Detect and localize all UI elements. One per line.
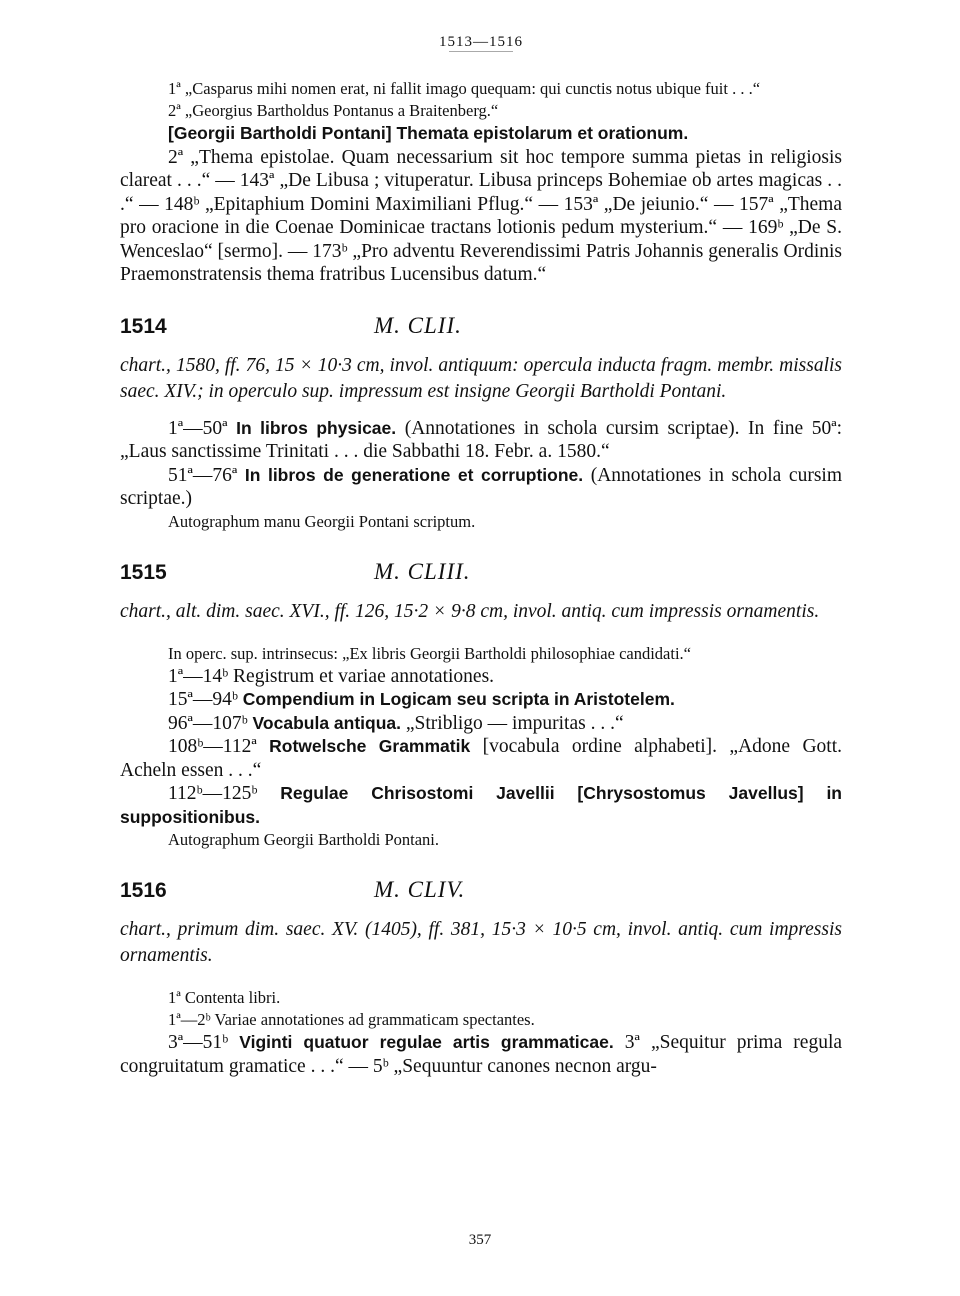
content-item <box>120 712 842 736</box>
entry-1515 <box>120 559 842 852</box>
content-item <box>120 1031 842 1078</box>
codex-heading <box>120 877 842 903</box>
folio-ref: 51ª—76ª <box>168 464 238 486</box>
intro-heading: [Georgii Bartholdi Pontani] Themata epistolarum et orationum. <box>168 123 689 143</box>
content-item: 1ª—2ᵇ Variae annotationes ad grammaticam spectantes. <box>168 1010 535 1029</box>
codex-note: Autographum Georgii Bartholdi Pontani. <box>168 830 440 849</box>
item-title: Compendium in Logicam seu scripta in Aristotelem. <box>242 689 675 709</box>
codex-heading <box>120 313 842 339</box>
folio-ref: 15ª—94ᵇ <box>168 689 238 710</box>
content-item <box>120 688 842 712</box>
codex-number: 1515 <box>120 560 167 584</box>
folio-ref: 3ª—51ᵇ <box>168 1032 229 1053</box>
folio-ref: 108ᵇ—112ª <box>168 736 257 757</box>
item-title: Rotwelsche Grammatik <box>269 736 471 756</box>
intro-contents: 2ª „Thema epistolae. Quam necessarium sit hoc tempore summa pietas in religiosis clareat . . .“ — 143ª „De Libusa ; vituperatur. Libusa princeps Bohemiae ob artes magicas . . .“ — 148ᵇ „Epitaphium Domini Maximiliani Pflug.“ — 153ª „De jeiunio.“ — 157ª „Thema pro oracione in die Coenae Dominicae tractans lotionis pedum mysterium.“ — 169ᵇ „De S. Wenceslao“ [sermo]. — 173ᵇ „Pro adventu Reverendissimi Patris Johannis generalis Ordinis Praemonstratensis thema fratribus Lucensibus datum.“ <box>120 146 843 285</box>
codex-number: 1516 <box>120 879 167 902</box>
folio-ref: 96ª—107ᵇ <box>168 712 248 734</box>
codex-description: chart., primum dim. saec. XV. (1405), ff. 381, 15·3 × 10·5 cm, invol. antiq. cum impressis ornamentis. <box>120 919 842 966</box>
item-text: [vocabula ordine alphabeti]. „Adone Gott. Acheln essen . . .“ <box>120 736 843 781</box>
item-title: Vocabula antiqua. <box>252 712 401 733</box>
codex-signature: M. CLIV. <box>374 877 466 902</box>
entry-1513-continuation <box>120 78 842 287</box>
codex-description: chart., alt. dim. saec. XVI., ff. 126, 15·2 × 9·8 cm, invol. antiq. cum impressis ornamentis. <box>120 600 820 622</box>
page-number: 357 <box>468 1232 492 1248</box>
intro-line-1: 1ª „Casparus mihi nomen erat, ni fallit imago quequam: qui cunctis notus ubique fuit . . .“ <box>168 79 761 98</box>
codex-signature: M. CLII. <box>374 312 462 338</box>
item-text: (Annotationes in schola cursim scriptae.) <box>120 464 842 509</box>
item-title: Regulae Chrisostomi Javellii [Chrysostomus Javellus] in suppositionibus. <box>120 783 842 827</box>
codex-heading <box>120 559 842 585</box>
item-text: (Annotationes in schola cursim scriptae). In fine 50ª: „Laus sanctissime Trinitati . . . die Sabbathi 18. Febr. a. 1580.“ <box>120 417 842 462</box>
intro-line-2: 2ª „Georgius Bartholdus Pontanus a Braitenberg.“ <box>168 101 499 120</box>
content-item: 1ª Contenta libri. <box>168 988 281 1007</box>
head-rule <box>449 51 513 52</box>
page-body <box>120 34 842 1078</box>
codex-description: chart., 1580, ff. 76, 15 × 10·3 cm, invol. antiquum: opercula inducta fragm. membr. missalis saec. XIV.; in operculo sup. impressum est insigne Georgii Bartholdi Pontani. <box>120 354 842 402</box>
content-item: 1ª—14ᵇ Registrum et variae annotationes. <box>168 665 495 687</box>
item-text: „Stribligo — impuritas . . .“ <box>405 712 624 734</box>
item-title: In libros physicae. <box>236 417 397 438</box>
codex-signature: M. CLIII. <box>374 558 471 584</box>
content-item <box>120 464 842 511</box>
codex-number: 1514 <box>120 314 167 338</box>
codex-note: In operc. sup. intrinsecus: „Ex libris Georgii Bartholdi philosophiae candidati.“ <box>168 643 691 663</box>
content-item <box>120 417 842 464</box>
codex-note: Autographum manu Georgii Pontani scriptum. <box>168 511 476 531</box>
running-head: 1513—1516 <box>439 34 523 50</box>
folio-ref: 1ª—50ª <box>168 417 228 439</box>
item-title: In libros de generatione et corruptione. <box>244 464 584 485</box>
item-title: Viginti quatuor regulae artis grammaticae. <box>239 1032 614 1052</box>
entry-1516 <box>120 877 842 1078</box>
content-item <box>120 782 842 829</box>
content-item <box>120 735 842 782</box>
item-text: 3ª „Sequitur prima regula congruitatum gramatice . . .“ — 5ᵇ „Sequuntur canones necnon argu- <box>120 1032 843 1077</box>
entry-1514 <box>120 313 842 533</box>
folio-ref: 112ᵇ—125ᵇ <box>168 783 258 804</box>
